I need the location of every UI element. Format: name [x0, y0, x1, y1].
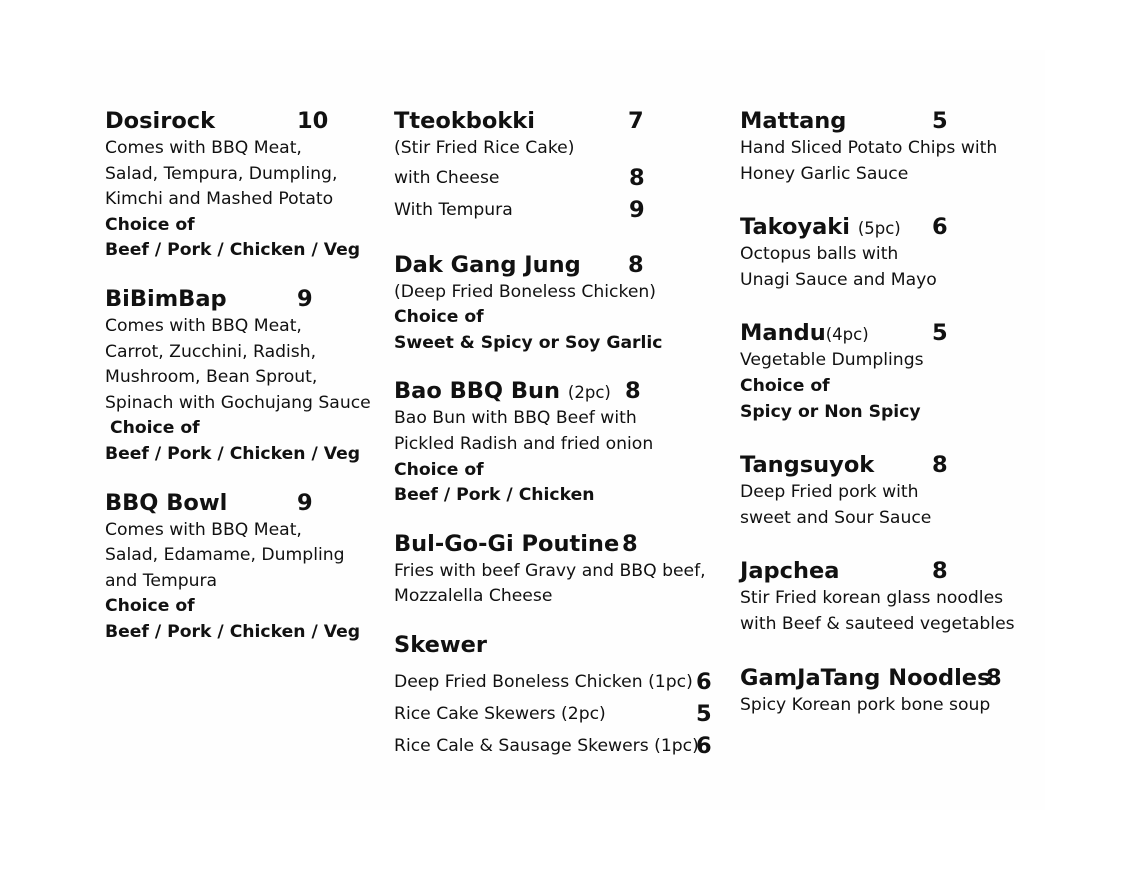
- skewer-price: 6: [696, 732, 712, 759]
- choice-label: Choice of: [105, 214, 195, 235]
- choice-label: Choice of: [394, 459, 484, 480]
- item-price: 5: [932, 108, 948, 134]
- item-desc: sweet and Sour Sauce: [740, 507, 932, 528]
- item-desc: Mozzalella Cheese: [394, 586, 553, 607]
- item-desc: Unagi Sauce and Mayo: [740, 269, 937, 290]
- menu-item-bao-bbq-bun: [394, 376, 724, 508]
- item-note: (5pc): [857, 219, 901, 239]
- menu-item-skewer: [394, 630, 724, 762]
- item-desc: Bao Bun with BBQ Beef with: [394, 408, 637, 429]
- menu-item-gamjatang-noodles: [740, 663, 1040, 719]
- menu-item-japchea: [740, 556, 1040, 637]
- item-name: Tangsuyok: [740, 452, 875, 479]
- item-name: Bul-Go-Gi Poutine: [394, 530, 620, 557]
- item-price: 9: [297, 285, 313, 312]
- item-desc: with Beef & sauteed vegetables: [740, 613, 1015, 634]
- skewer-label: Rice Cake Skewers (2pc): [394, 703, 606, 724]
- choice-label: Choice of: [740, 375, 830, 396]
- item-name: Dak Gang Jung: [394, 251, 581, 278]
- choice-options: Beef / Pork / Chicken / Veg: [105, 240, 361, 261]
- item-price: 9: [297, 489, 313, 516]
- menu-column-2: [394, 106, 724, 782]
- item-name: Bao BBQ Bun: [394, 378, 561, 405]
- item-name: Skewer: [394, 631, 487, 658]
- skewer-row: [394, 730, 724, 762]
- menu-item-bul-go-gi-poutine: [394, 529, 724, 610]
- item-desc: (Deep Fried Boneless Chicken): [394, 281, 657, 302]
- item-desc: Deep Fried pork with: [740, 482, 919, 503]
- item-desc: Honey Garlic Sauce: [740, 163, 909, 184]
- item-desc: Spinach with Gochujang Sauce: [105, 392, 371, 413]
- item-price: 10: [297, 108, 329, 134]
- item-note: (2pc): [567, 383, 611, 403]
- item-desc: Comes with BBQ Meat,: [105, 519, 302, 540]
- item-desc: Comes with BBQ Meat,: [105, 315, 302, 336]
- item-name: Japchea: [740, 558, 840, 585]
- item-desc: Salad, Edamame, Dumpling: [105, 545, 345, 566]
- skewer-price: 6: [696, 668, 712, 695]
- choice-label: Choice of: [394, 307, 484, 328]
- skewer-label: Deep Fried Boneless Chicken (1pc): [394, 671, 693, 692]
- item-price: 8: [628, 251, 644, 278]
- menu-item-bibimbap: [105, 284, 380, 468]
- variant-row: [394, 194, 724, 226]
- choice-options: Beef / Pork / Chicken / Veg: [105, 621, 361, 642]
- item-price: 8: [625, 378, 641, 405]
- choice-options: Beef / Pork / Chicken / Veg: [105, 443, 361, 464]
- variant-label: with Cheese: [394, 167, 500, 188]
- item-desc: Hand Sliced Potato Chips with: [740, 138, 998, 158]
- variant-row: [394, 162, 724, 194]
- item-desc: Pickled Radish and fried onion: [394, 433, 654, 454]
- menu-item-tangsuyok: [740, 450, 1040, 531]
- item-desc: Carrot, Zucchini, Radish,: [105, 341, 317, 362]
- variant-label: With Tempura: [394, 199, 513, 220]
- item-desc: Comes with BBQ Meat,: [105, 138, 302, 158]
- skewer-label: Rice Cale & Sausage Skewers (1pc): [394, 735, 699, 756]
- item-desc: Kimchi and Mashed Potato: [105, 189, 334, 210]
- item-name: Mandu: [740, 320, 826, 347]
- menu-item-dak-gang-jung: [394, 250, 724, 357]
- variant-price: 9: [629, 196, 645, 223]
- menu-item-bbq-bowl: [105, 488, 380, 646]
- menu-column-3: [740, 106, 1040, 738]
- menu-item-takoyaki: [740, 212, 1040, 293]
- menu-item-tteokbokki: [394, 106, 724, 226]
- item-name: Takoyaki: [740, 214, 850, 241]
- item-desc: Octopus balls with: [740, 244, 899, 265]
- item-name: Dosirock: [105, 108, 216, 134]
- choice-options: Sweet & Spicy or Soy Garlic: [394, 332, 663, 353]
- item-name: BBQ Bowl: [105, 489, 228, 516]
- choice-options: Beef / Pork / Chicken: [394, 485, 595, 506]
- menu-column-1: [105, 106, 380, 666]
- item-price: 6: [932, 214, 948, 241]
- item-desc: (Stir Fried Rice Cake): [394, 138, 575, 158]
- item-name: Mattang: [740, 108, 847, 134]
- choice-label: Choice of: [110, 418, 200, 439]
- choice-options: Spicy or Non Spicy: [740, 401, 921, 422]
- item-desc: Stir Fried korean glass noodles: [740, 588, 1004, 609]
- menu-item-mattang: [740, 106, 1040, 187]
- item-price: 8: [622, 530, 638, 557]
- item-note: (4pc): [825, 325, 869, 345]
- variant-price: 8: [629, 164, 645, 191]
- item-desc: Vegetable Dumplings: [740, 350, 924, 371]
- item-desc: Mushroom, Bean Sprout,: [105, 367, 318, 388]
- item-desc: Spicy Korean pork bone soup: [740, 694, 991, 715]
- item-price: 8: [932, 558, 948, 585]
- item-price: 8: [986, 664, 1002, 691]
- item-name: BiBimBap: [105, 285, 227, 312]
- choice-label: Choice of: [105, 596, 195, 617]
- item-price: 8: [932, 452, 948, 479]
- skewer-price: 5: [696, 700, 712, 727]
- skewer-row: [394, 698, 724, 730]
- menu-item-mandu: [740, 318, 1040, 425]
- item-name: GamJaTang Noodles: [740, 664, 991, 691]
- item-desc: Fries with beef Gravy and BBQ beef,: [394, 560, 706, 581]
- item-desc: Salad, Tempura, Dumpling,: [105, 163, 338, 184]
- item-price: 7: [628, 108, 644, 134]
- skewer-row: [394, 666, 724, 698]
- item-name: Tteokbokki: [394, 108, 535, 134]
- item-desc: and Tempura: [105, 570, 218, 591]
- item-price: 5: [932, 320, 948, 347]
- menu-item-dosirock: [105, 106, 380, 264]
